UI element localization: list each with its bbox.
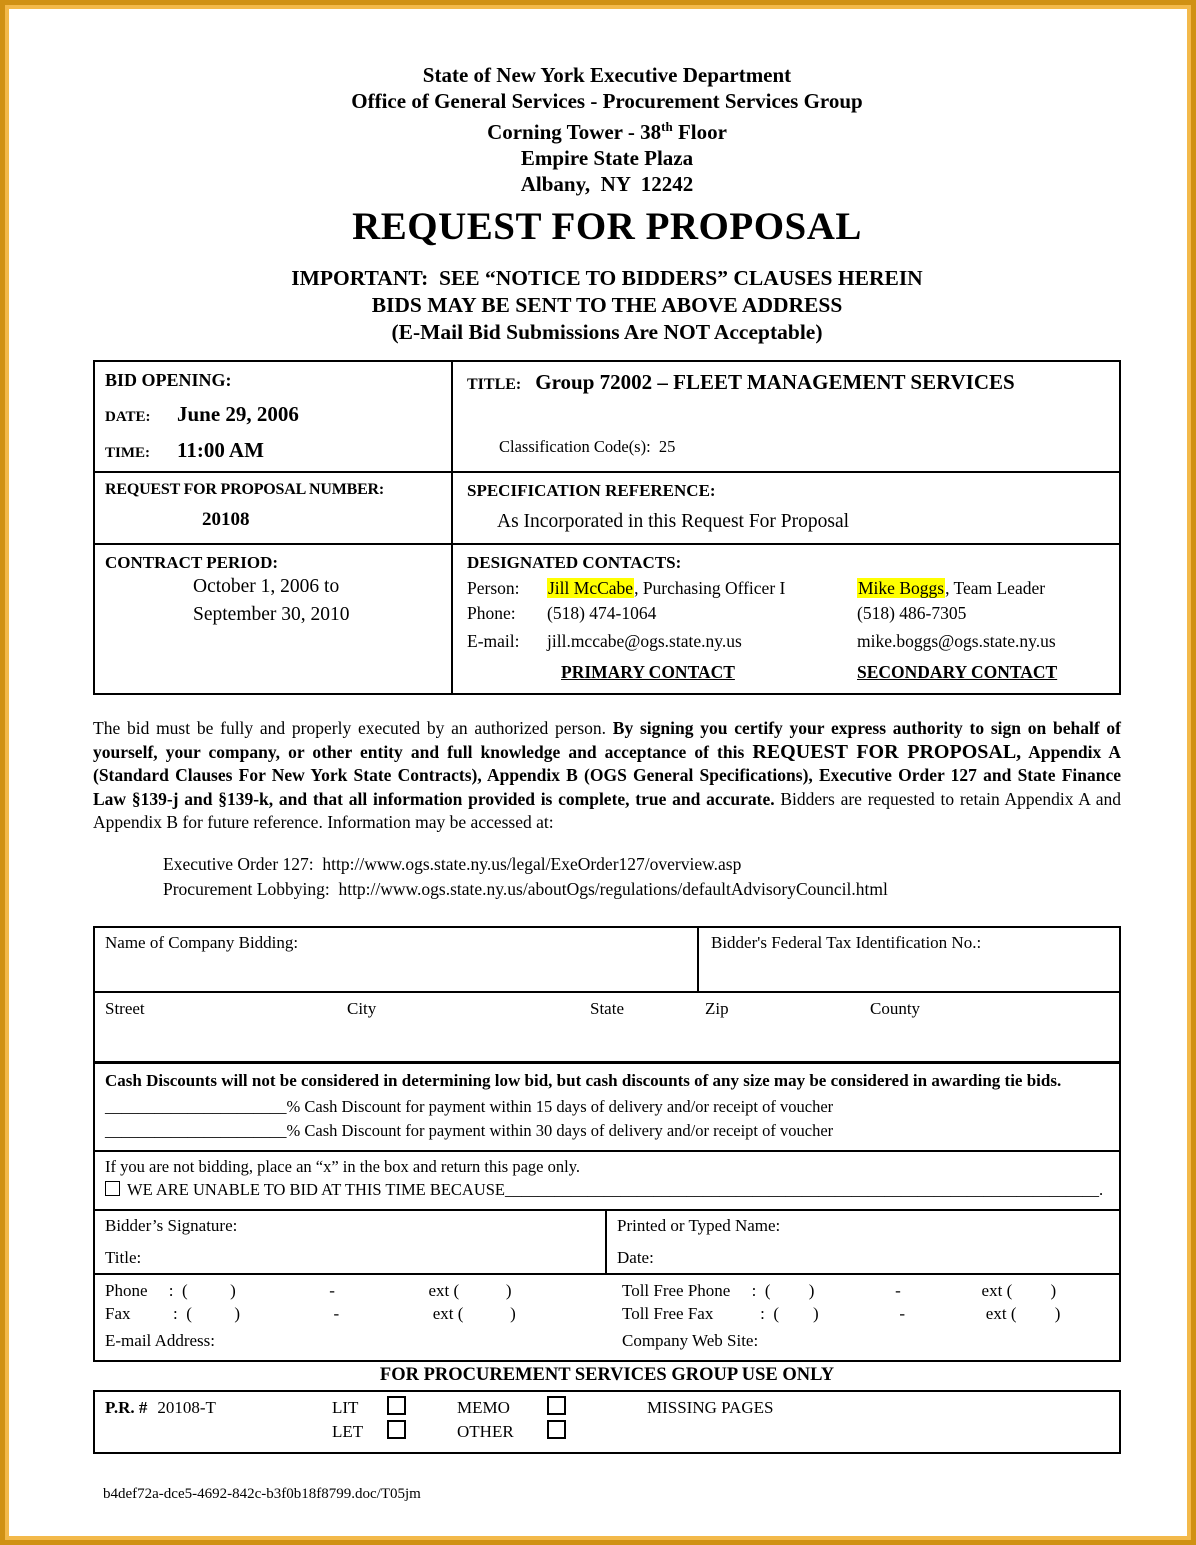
company-website-field[interactable]: Company Web Site:	[622, 1331, 759, 1350]
company-row	[95, 928, 1119, 993]
bid-date-line	[105, 402, 441, 427]
memo-checkbox[interactable]	[547, 1396, 566, 1415]
primary-phone: (518) 474-1064	[547, 603, 657, 623]
corning-superscript: th	[661, 119, 673, 134]
fax-field[interactable]: Fax : ( ) - ext ( )	[105, 1304, 516, 1323]
contract-period-cell	[95, 545, 453, 693]
contacts-heading: DESIGNATED CONTACTS:	[467, 553, 682, 572]
page-title: REQUEST FOR PROPOSAL	[352, 205, 862, 248]
printed-name-cell[interactable]	[607, 1211, 1119, 1273]
let-checkbox-cell	[387, 1420, 457, 1444]
state-label: State	[590, 999, 624, 1018]
tax-id-label: Bidder's Federal Tax Identification No.:	[711, 933, 982, 952]
table-row	[95, 473, 1119, 545]
memo-label: MEMO	[457, 1398, 510, 1417]
discount-30-days-blank[interactable]: ______________________% Cash Discount for payment within 30 days of delivery and/or receipt of voucher	[105, 1121, 834, 1140]
unable-to-bid-text: WE ARE UNABLE TO BID AT THIS TIME BECAUSE________________________________________________________________________.	[127, 1180, 1104, 1199]
exec-order-link[interactable]: Executive Order 127: http://www.ogs.state.ny.us/legal/ExeOrder127/overview.asp	[163, 854, 742, 874]
cash-discount-statement: Cash Discounts will not be considered in determining low bid, but cash discounts of any size may be considered in awarding tie bids.	[105, 1071, 1062, 1090]
pr-value: 20108-T	[157, 1398, 216, 1417]
contract-period-heading: CONTRACT PERIOD:	[105, 553, 279, 572]
table-row	[95, 362, 1119, 473]
classification-codes: Classification Code(s): 25	[499, 437, 676, 456]
time-label: TIME:	[105, 445, 150, 461]
rfp-number-value: 20108	[202, 509, 250, 530]
toll-free-fax-field[interactable]: Toll Free Fax : ( ) - ext ( )	[622, 1304, 1061, 1323]
not-bidding-instruction: If you are not bidding, place an “x” in the box and return this page only.	[105, 1157, 580, 1176]
not-bidding-row	[95, 1152, 1119, 1211]
let-label: LET	[332, 1422, 364, 1441]
county-label: County	[870, 999, 921, 1018]
rfp-info-table	[93, 360, 1121, 695]
document-page	[93, 0, 1121, 1454]
contacts-footer-spacer	[467, 654, 547, 685]
document-filename-footer: b4def72a-dce5-4692-842c-b3f0b18f8799.doc/T05jm	[103, 1486, 421, 1502]
phone-fax-row	[95, 1275, 1119, 1360]
table-row	[95, 545, 1119, 693]
address-row[interactable]	[95, 993, 1119, 1064]
spec-reference-cell	[453, 473, 1119, 543]
lit-checkbox-cell	[387, 1396, 457, 1420]
date-field-label: Date:	[617, 1248, 654, 1267]
bid-time-line	[105, 438, 441, 463]
email-address-field[interactable]: E-mail Address:	[105, 1331, 216, 1350]
corning-prefix: Corning Tower - 38	[487, 120, 662, 144]
primary-title: , Purchasing Officer I	[634, 578, 786, 598]
secondary-email: mike.boggs@ogs.state.ny.us	[857, 631, 1056, 651]
city-label: City	[347, 999, 377, 1018]
cert-normal-1: The bid must be fully and properly executed by an authorized person.	[93, 718, 613, 738]
fax-line[interactable]	[95, 1302, 1119, 1325]
bidder-form-table	[93, 926, 1121, 1362]
company-name-field[interactable]	[95, 928, 699, 991]
title-value: Group 72002 – FLEET MANAGEMENT SERVICES	[535, 370, 1015, 394]
phone-label: Phone:	[467, 603, 516, 623]
street-label: Street	[105, 999, 145, 1018]
rfp-number-cell	[95, 473, 453, 543]
title-field-label: Title:	[105, 1248, 142, 1267]
phone-line[interactable]	[95, 1279, 1119, 1302]
contacts-grid	[467, 576, 1105, 685]
org-line-1: State of New York Executive Department	[422, 63, 792, 87]
toll-free-phone-field[interactable]: Toll Free Phone : ( ) - ext ( )	[622, 1281, 1057, 1300]
contract-period-end: September 30, 2010	[193, 604, 350, 625]
secondary-person	[857, 576, 1105, 601]
time-value: 11:00 AM	[177, 438, 264, 462]
secondary-name-highlight: Mike Boggs	[858, 578, 945, 598]
certification-paragraph	[93, 717, 1121, 835]
signature-cell[interactable]	[95, 1211, 607, 1273]
other-label: OTHER	[457, 1422, 514, 1441]
missing-pages-label: MISSING PAGES	[647, 1398, 774, 1417]
designated-contacts-cell	[453, 545, 1119, 693]
company-name-label: Name of Company Bidding:	[105, 933, 299, 952]
printed-name-label: Printed or Typed Name:	[617, 1216, 781, 1235]
psg-spacer	[647, 1420, 1109, 1444]
notice-line-1: IMPORTANT: SEE “NOTICE TO BIDDERS” CLAUSES HEREIN	[291, 266, 923, 290]
unable-to-bid-checkbox[interactable]	[105, 1181, 120, 1196]
tax-id-field[interactable]	[699, 928, 1119, 991]
secondary-contact-label: SECONDARY CONTACT	[857, 662, 1058, 682]
spec-reference-value: As Incorporated in this Request For Proposal	[497, 511, 850, 532]
primary-name-highlight: Jill McCabe	[548, 578, 634, 598]
cash-discount-row	[95, 1064, 1119, 1152]
address-line-corning	[93, 114, 1121, 145]
secondary-title: , Team Leader	[945, 578, 1046, 598]
cert-bold-2: Appendix A (Standard Clauses For New York State Contracts), Appendix B (OGS General Specifications), Executive Order 127 and State Finance Law §139-j and §139-k, and that all information provided is complete, true and accurate.	[93, 741, 1122, 809]
bidder-notice	[93, 265, 1121, 346]
psg-use-only-heading: FOR PROCUREMENT SERVICES GROUP USE ONLY	[379, 1365, 835, 1385]
secondary-phone: (518) 486-7305	[857, 603, 967, 623]
person-label: Person:	[467, 578, 520, 598]
pr-number	[105, 1396, 332, 1420]
title-line	[467, 370, 1105, 395]
primary-email: jill.mccabe@ogs.state.ny.us	[547, 631, 742, 651]
not-bidding-line	[105, 1178, 1109, 1201]
procurement-lobbying-link[interactable]: Procurement Lobbying: http://www.ogs.state.ny.us/aboutOgs/regulations/defaultAdvisoryCouncil.html	[163, 879, 888, 899]
other-checkbox-cell	[547, 1420, 647, 1444]
psg-use-only-box	[93, 1390, 1121, 1454]
date-label: DATE:	[105, 409, 151, 425]
document-header	[93, 0, 1121, 346]
phone-field[interactable]: Phone : ( ) - ext ( )	[105, 1281, 512, 1300]
address-line-city: Albany, NY 12242	[520, 172, 694, 196]
cert-normal-2: Bidders are requested to retain Appendix A and Appendix B for future reference. Information may be accessed at:	[93, 788, 1121, 832]
primary-contact-cell	[547, 654, 857, 685]
org-line-2: Office of General Services - Procurement Services Group	[351, 89, 863, 113]
spec-reference-heading: SPECIFICATION REFERENCE:	[467, 481, 716, 500]
address-line-plaza: Empire State Plaza	[520, 146, 694, 170]
psg-grid	[95, 1392, 1119, 1452]
cert-bold-1: By signing you certify your express authority to sign on behalf of yourself, your company, or other entity and full knowledge and acceptance of this	[93, 718, 1121, 762]
title-cell	[453, 362, 1119, 471]
memo-checkbox-cell	[547, 1396, 647, 1420]
zip-label: Zip	[705, 999, 729, 1018]
rfp-number-heading: REQUEST FOR PROPOSAL NUMBER:	[105, 481, 385, 498]
email-website-line[interactable]	[95, 1329, 1119, 1352]
other-checkbox[interactable]	[547, 1420, 566, 1439]
cert-bold-rfp: REQUEST FOR PROPOSAL,	[752, 740, 1022, 763]
secondary-contact-cell	[857, 654, 1105, 685]
notice-line-2: BIDS MAY BE SENT TO THE ABOVE ADDRESS	[371, 293, 843, 317]
corning-suffix: Floor	[672, 120, 727, 144]
reference-links	[93, 852, 1121, 902]
signature-row	[95, 1211, 1119, 1275]
bid-opening-heading: BID OPENING:	[105, 370, 232, 390]
contract-period-start: October 1, 2006 to	[193, 576, 340, 597]
lit-checkbox[interactable]	[387, 1396, 406, 1415]
discount-15-days-blank[interactable]: ______________________% Cash Discount for payment within 15 days of delivery and/or receipt of voucher	[105, 1097, 834, 1116]
psg-spacer	[105, 1420, 332, 1444]
bid-opening-cell	[95, 362, 453, 471]
primary-person	[547, 576, 857, 601]
notice-line-3: (E-Mail Bid Submissions Are NOT Acceptable)	[391, 320, 823, 344]
pr-label: P.R. #	[105, 1398, 148, 1417]
let-checkbox[interactable]	[387, 1420, 406, 1439]
signature-label: Bidder’s Signature:	[105, 1216, 238, 1235]
title-label: TITLE:	[467, 376, 522, 393]
email-label: E-mail:	[467, 631, 520, 651]
lit-label: LIT	[332, 1398, 359, 1417]
date-value: June 29, 2006	[177, 402, 299, 426]
primary-contact-label: PRIMARY CONTACT	[561, 662, 735, 682]
